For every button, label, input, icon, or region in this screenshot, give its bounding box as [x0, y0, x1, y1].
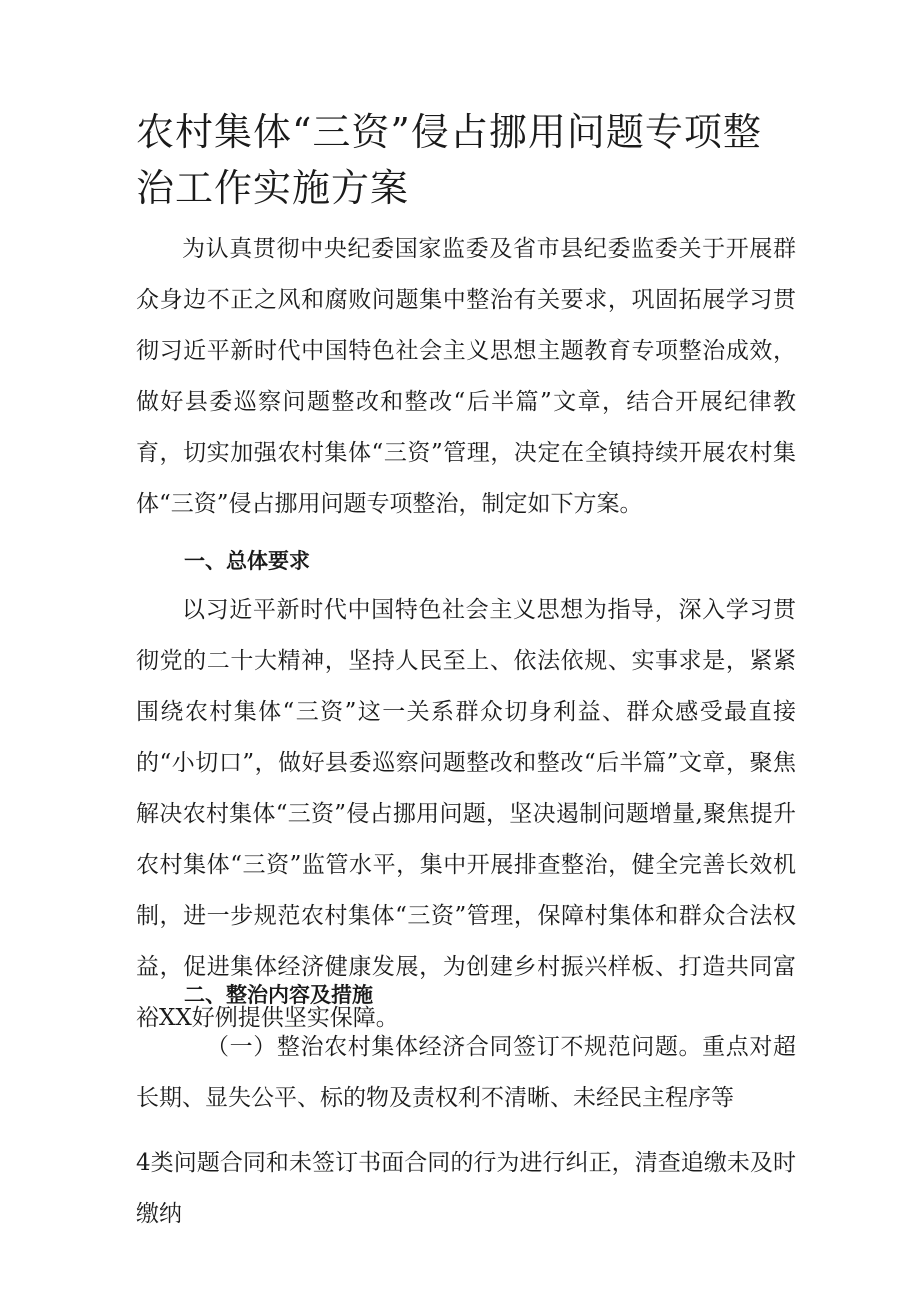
measure-item-1-continuation: 4类问题合同和未签订书面合同的行为进行纠正，清查追缴未及时缴纳 [136, 1150, 796, 1227]
overall-requirements-paragraph: 以习近平新时代中国特色社会主义思想为指导，深入学习贯彻党的二十大精神，坚持人民至上、依法依规、实事求是，紧紧围绕农村集体“三资”这一关系群众切身利益、群众感受最直接的“小切口”，做好县委巡察问题整改和整改“后半篇”文章，聚焦解决农村集体“三资”侵占挪用问题，坚决遏制问题增量,聚焦提升农村集体“三资”监管水平，集中开展排查整治，健全完善长效机制，进一步规范农村集体“三资”管理，保障村集体和群众合法权益，促进集体经济健康发展，为创建乡村振兴样板、打造共同富裕XX好例提供坚实保障。 [136, 597, 796, 1031]
section-heading-rectification-measures: 二、整治内容及措施 [184, 983, 373, 1007]
document-title: 农村集体“三资”侵占挪用问题专项整治工作实施方案 [136, 110, 762, 210]
intro-paragraph: 为认真贯彻中央纪委国家监委及省市县纪委监委关于开展群众身边不正之风和腐败问题集中整治有关要求，巩固拓展学习贯彻习近平新时代中国特色社会主义思想主题教育专项整治成效，做好县委巡察问题整改和整改“后半篇”文章，结合开展纪律教育，切实加强农村集体“三资”管理，决定在全镇持续开展农村集体“三资”侵占挪用问题专项整治，制定如下方案。 [136, 236, 796, 517]
measure-item-1-paragraph: （一）整治农村集体经济合同签订不规范问题。重点对超长期、显失公平、标的物及责权利不清晰、未经民主程序等 [136, 1034, 796, 1111]
section-heading-overall-requirements: 一、总体要求 [184, 549, 310, 573]
